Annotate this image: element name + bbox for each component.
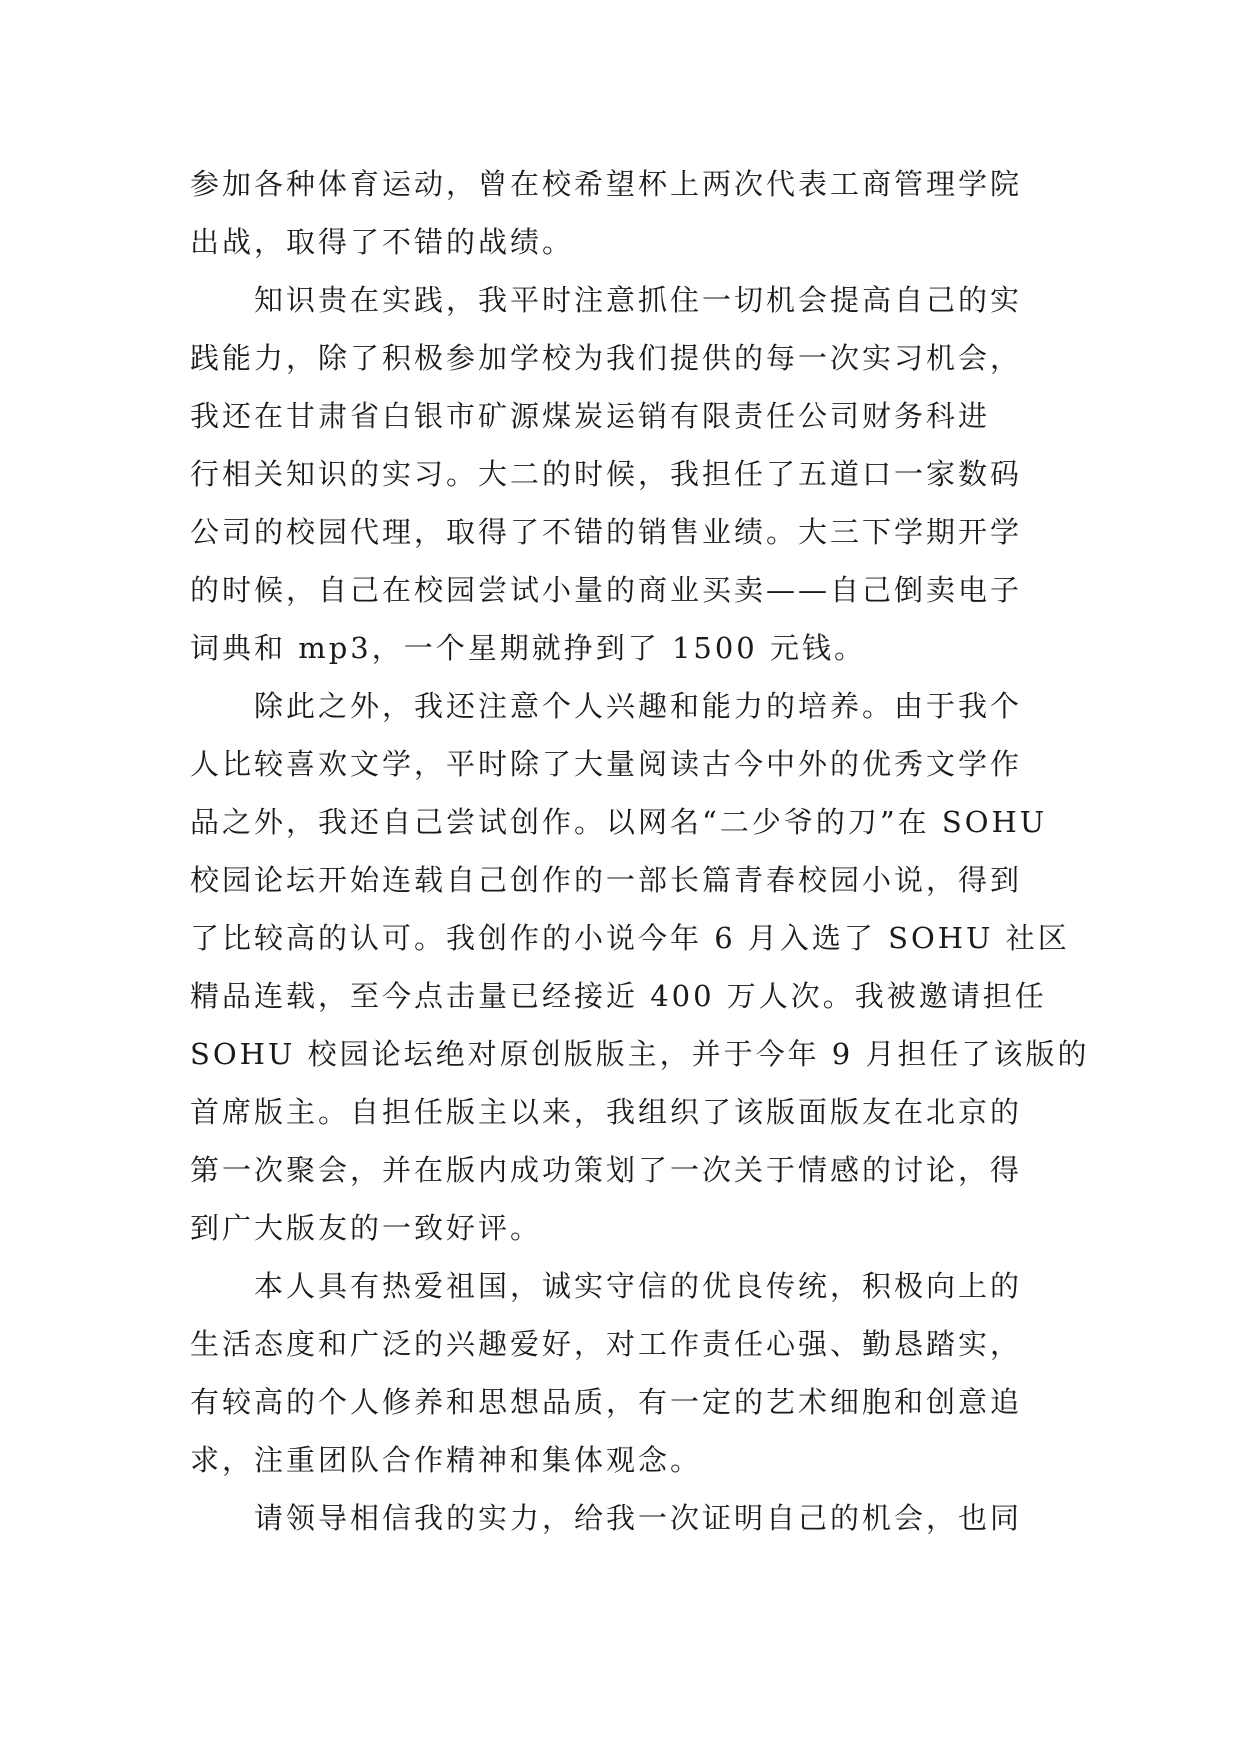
text-line: 请领导相信我的实力，给我一次证明自己的机会，也同 [190,1501,1023,1535]
text-line: SOHU 校园论坛绝对原创版版主，并于今年 9 月担任了该版的 [190,1037,1090,1071]
text-line: 首席版主。自担任版主以来，我组织了该版面版友在北京的 [190,1095,1023,1129]
text-line: 校园论坛开始连载自己创作的一部长篇青春校园小说，得到 [190,863,1023,897]
text-line: 到广大版友的一致好评。 [190,1211,543,1245]
text-line: 知识贵在实践，我平时注意抓住一切机会提高自己的实 [190,283,1023,317]
text-line: 除此之外，我还注意个人兴趣和能力的培养。由于我个 [190,689,1023,723]
text-line: 生活态度和广泛的兴趣爱好，对工作责任心强、勤恳踏实， [190,1327,1023,1361]
text-line: 出战，取得了不错的战绩。 [190,225,575,259]
document-page [190,155,1090,1547]
text-line: 求，注重团队合作精神和集体观念。 [190,1443,703,1477]
text-line: 了比较高的认可。我创作的小说今年 6 月入选了 SOHU 社区 [190,921,1070,955]
text-line: 有较高的个人修养和思想品质，有一定的艺术细胞和创意追 [190,1385,1023,1419]
text-line: 精品连载，至今点击量已经接近 400 万人次。我被邀请担任 [190,979,1047,1013]
text-line: 第一次聚会，并在版内成功策划了一次关于情感的讨论，得 [190,1153,1023,1187]
text-line: 品之外，我还自己尝试创作。以网名“二少爷的刀”在 SOHU [190,805,1048,839]
text-line: 参加各种体育运动，曾在校希望杯上两次代表工商管理学院 [190,167,1023,201]
text-line: 本人具有热爱祖国，诚实守信的优良传统，积极向上的 [190,1269,1023,1303]
text-line: 公司的校园代理，取得了不错的销售业绩。大三下学期开学 [190,515,1023,549]
text-line: 词典和 mp3，一个星期就挣到了 1500 元钱。 [190,631,866,665]
text-line: 人比较喜欢文学，平时除了大量阅读古今中外的优秀文学作 [190,747,1023,781]
text-line: 践能力，除了积极参加学校为我们提供的每一次实习机会， [190,341,1023,375]
text-line: 的时候，自己在校园尝试小量的商业买卖——自己倒卖电子 [190,573,1023,607]
text-line: 行相关知识的实习。大二的时候，我担任了五道口一家数码 [190,457,1023,491]
text-line: 我还在甘肃省白银市矿源煤炭运销有限责任公司财务科进 [190,399,991,433]
